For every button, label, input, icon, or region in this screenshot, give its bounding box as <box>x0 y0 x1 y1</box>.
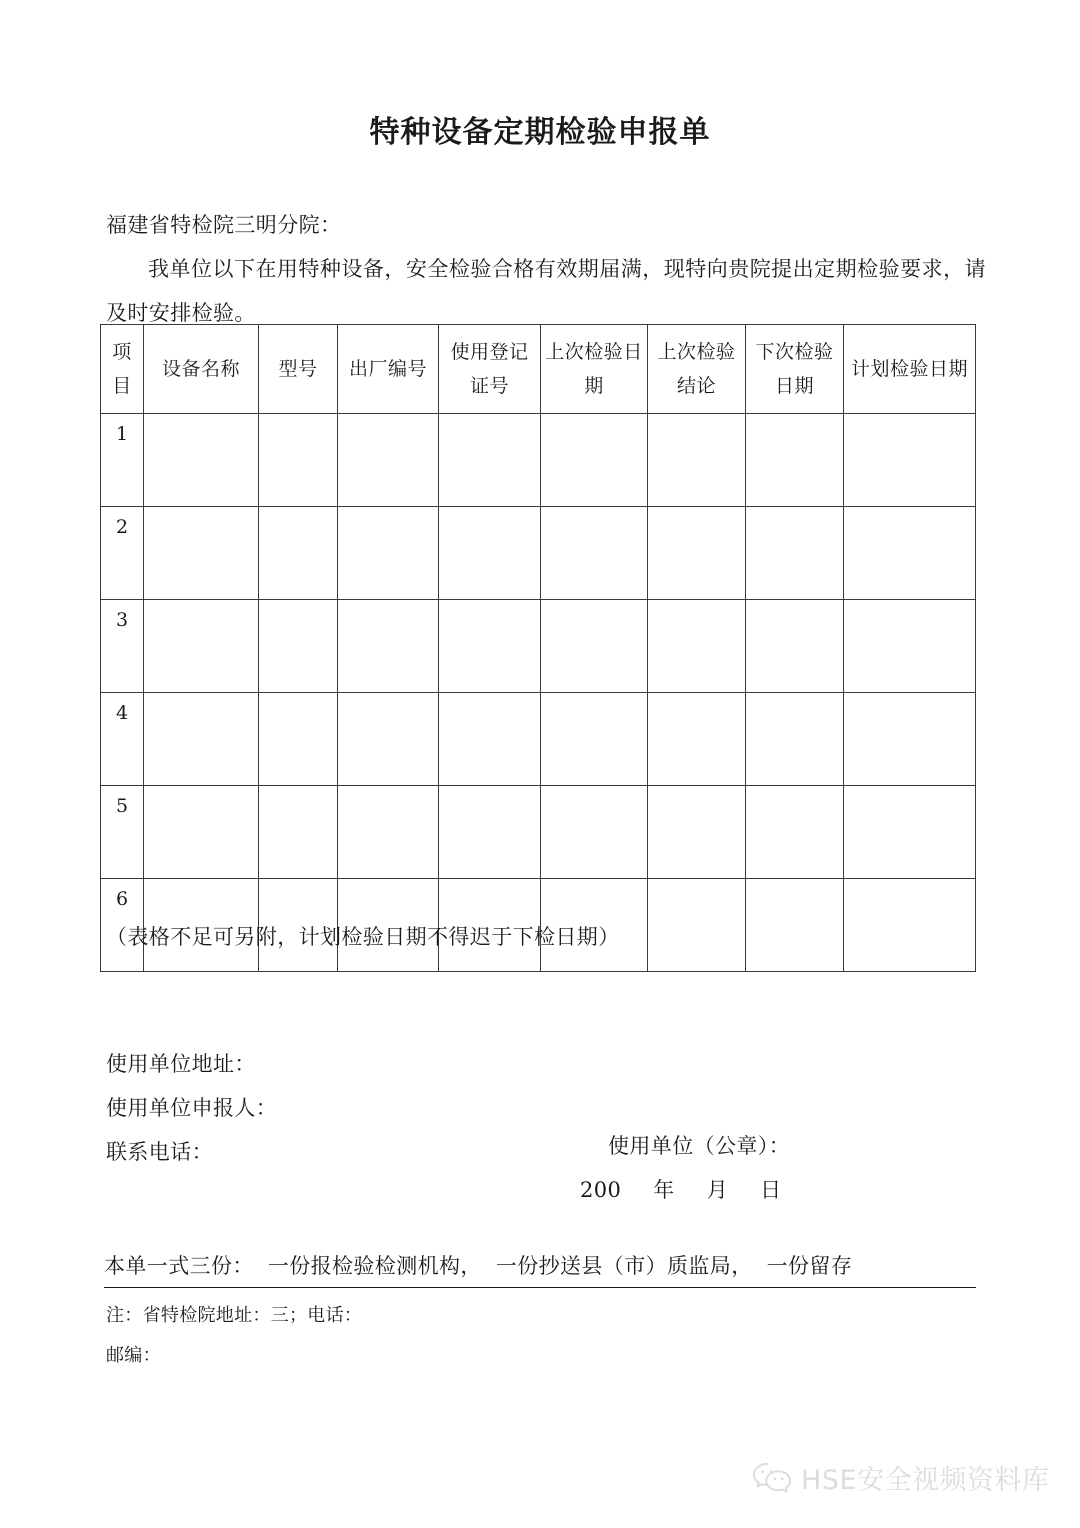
date-month-unit: 月 <box>706 1178 729 1202</box>
row-index-cell: 6 <box>101 879 144 972</box>
row-index-cell: 5 <box>101 786 144 879</box>
cell-equipment-name[interactable] <box>144 414 259 507</box>
cell-serial-number[interactable] <box>338 600 439 693</box>
table-row <box>101 414 976 507</box>
cell-model[interactable] <box>259 414 338 507</box>
footer-note-address-line: 注：省特检院地址：三；电话： <box>106 1305 363 1326</box>
cell-model[interactable] <box>259 600 338 693</box>
salutation-text: 福建省特检院三明分院： <box>106 213 342 237</box>
cell-equipment-name[interactable] <box>144 786 259 879</box>
date-year-value: 200 <box>580 1178 622 1202</box>
table-row <box>101 786 976 879</box>
cell-model[interactable] <box>259 693 338 786</box>
cell-registration-number[interactable] <box>439 600 541 693</box>
table-note-text: （表格不足可另附，计划检验日期不得迟于下检日期） <box>106 925 620 949</box>
cell-next-inspection-date[interactable] <box>746 693 844 786</box>
body-paragraph-text: 我单位以下在用特种设备，安全检验合格有效期届满，现特向贵院提出定期检验要求，请及时安排检验。 <box>106 257 986 325</box>
cell-equipment-name[interactable] <box>144 507 259 600</box>
date-year-unit: 年 <box>653 1178 675 1202</box>
equipment-table <box>100 324 976 972</box>
footer-copies-line <box>104 1250 976 1288</box>
table-header-planned-inspection-date: 计划检验日期 <box>844 325 976 414</box>
table-header-index <box>101 325 144 414</box>
cell-next-inspection-date[interactable] <box>746 600 844 693</box>
row-index-cell: 1 <box>101 414 144 507</box>
cell-serial-number[interactable] <box>338 414 439 507</box>
row-index-cell: 3 <box>101 600 144 693</box>
wechat-icon <box>752 1461 792 1494</box>
table-row <box>101 507 976 600</box>
table-body <box>101 414 976 972</box>
cell-planned-inspection-date[interactable] <box>844 414 976 507</box>
cell-last-inspection-conclusion[interactable] <box>648 693 746 786</box>
cell-last-inspection-date[interactable] <box>541 600 648 693</box>
table-header-row <box>101 325 976 414</box>
table-header-last-inspection-conclusion: 上次检验结论 <box>648 325 746 414</box>
cell-registration-number[interactable] <box>439 507 541 600</box>
table-header-model: 型号 <box>259 325 338 414</box>
watermark <box>752 1458 1050 1497</box>
footer-copy-3: 一份留存 <box>766 1254 853 1278</box>
cell-equipment-name[interactable] <box>144 600 259 693</box>
cell-serial-number[interactable] <box>338 507 439 600</box>
unit-seal-label: 使用单位（公章）： <box>608 1134 791 1158</box>
table-header-equipment-name: 设备名称 <box>144 325 259 414</box>
signature-date-line <box>580 1174 782 1204</box>
cell-last-inspection-conclusion[interactable] <box>648 786 746 879</box>
cell-last-inspection-conclusion[interactable] <box>648 414 746 507</box>
table-header-index-line2: 目 <box>112 375 132 397</box>
table-header-next-inspection-date: 下次检验日期 <box>746 325 844 414</box>
signature-left-block <box>106 1042 277 1174</box>
cell-model[interactable] <box>259 507 338 600</box>
watermark-text: HSE安全视频资料库 <box>801 1465 1050 1496</box>
cell-last-inspection-date[interactable] <box>541 414 648 507</box>
table-header-index-line1: 项 <box>112 341 132 363</box>
cell-last-inspection-date[interactable] <box>541 507 648 600</box>
cell-next-inspection-date[interactable] <box>746 786 844 879</box>
footer-note-block <box>106 1296 362 1376</box>
cell-last-inspection-conclusion[interactable] <box>648 507 746 600</box>
cell-planned-inspection-date[interactable] <box>844 693 976 786</box>
table-row <box>101 600 976 693</box>
cell-planned-inspection-date[interactable] <box>844 786 976 879</box>
table-header-last-inspection-date: 上次检验日期 <box>541 325 648 414</box>
intro-block <box>106 203 986 335</box>
page-title: 特种设备定期检验申报单 <box>369 115 711 150</box>
cell-next-inspection-date[interactable] <box>746 879 844 972</box>
table-header-serial-number: 出厂编号 <box>338 325 439 414</box>
cell-registration-number[interactable] <box>439 414 541 507</box>
cell-model[interactable] <box>259 786 338 879</box>
cell-planned-inspection-date[interactable] <box>844 600 976 693</box>
unit-address-label: 使用单位地址： <box>106 1052 256 1076</box>
cell-serial-number[interactable] <box>338 693 439 786</box>
date-day-unit: 日 <box>760 1178 782 1202</box>
cell-last-inspection-conclusion[interactable] <box>648 879 746 972</box>
cell-serial-number[interactable] <box>338 786 439 879</box>
footer-copy-2: 一份抄送县（市）质监局， <box>495 1254 753 1278</box>
cell-next-inspection-date[interactable] <box>746 507 844 600</box>
cell-last-inspection-date[interactable] <box>541 693 648 786</box>
cell-planned-inspection-date[interactable] <box>844 507 976 600</box>
table-row <box>101 693 976 786</box>
cell-equipment-name[interactable] <box>144 693 259 786</box>
row-index-cell: 2 <box>101 507 144 600</box>
footer-note-postcode-line: 邮编： <box>106 1345 161 1366</box>
cell-registration-number[interactable] <box>439 693 541 786</box>
contact-phone-label: 联系电话： <box>106 1140 213 1164</box>
row-index-cell: 4 <box>101 693 144 786</box>
cell-registration-number[interactable] <box>439 786 541 879</box>
cell-last-inspection-conclusion[interactable] <box>648 600 746 693</box>
unit-applicant-label: 使用单位申报人： <box>106 1096 278 1120</box>
table-header-registration-number: 使用登记证号 <box>439 325 541 414</box>
cell-next-inspection-date[interactable] <box>746 414 844 507</box>
cell-planned-inspection-date[interactable] <box>844 879 976 972</box>
footer-copies-prefix: 本单一式三份： <box>104 1254 254 1278</box>
cell-last-inspection-date[interactable] <box>541 786 648 879</box>
footer-copy-1: 一份报检验检测机构， <box>267 1254 482 1278</box>
